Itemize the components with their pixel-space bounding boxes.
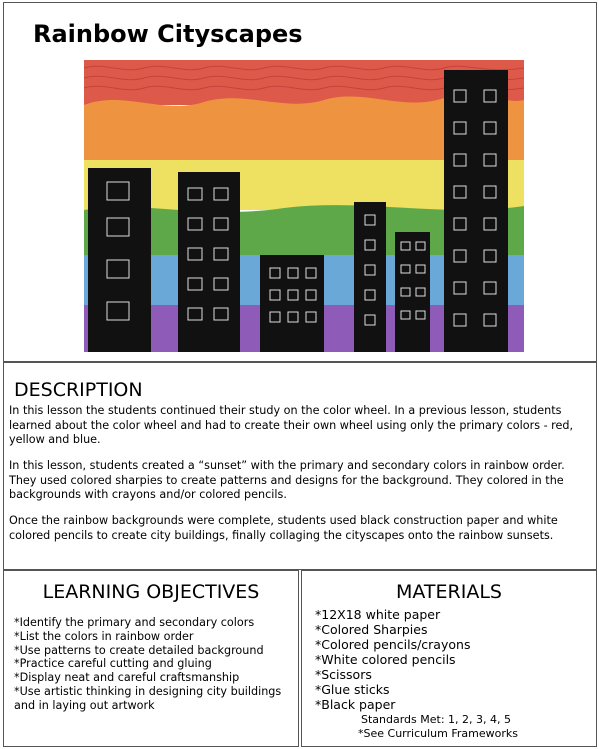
objectives-list — [14, 616, 281, 713]
learning-objectives-panel — [3, 570, 299, 747]
curriculum-frameworks-note: *See Curriculum Frameworks — [358, 727, 518, 740]
learning-objectives-heading: LEARNING OBJECTIVES — [42, 581, 260, 603]
material-item: *Glue sticks — [315, 682, 390, 697]
materials-list — [315, 607, 470, 712]
description-panel — [3, 362, 597, 570]
material-item: *Scissors — [315, 667, 372, 682]
objective-item: *Use patterns to create detailed background — [14, 643, 264, 657]
objective-item: *Use artistic thinking in designing city buildings — [14, 684, 282, 698]
objective-item: *Identify the primary and secondary colors — [14, 616, 255, 629]
page-title: Rainbow Cityscapes — [33, 20, 303, 48]
description-heading: DESCRIPTION — [14, 379, 143, 401]
objective-item: *List the colors in rainbow order — [14, 629, 194, 643]
materials-heading: MATERIALS — [396, 581, 502, 603]
material-item: *Black paper — [315, 697, 396, 712]
material-item: *Colored Sharpies — [315, 622, 428, 637]
description-paragraph-3: Once the rainbow backgrounds were complete, students used black construction paper and white colored pencils to create city buildings, finally collaging the cityscapes onto the rainbow sunsets. — [9, 514, 558, 542]
material-item: *White colored pencils — [315, 652, 456, 667]
building-6 — [444, 70, 508, 352]
standards-met: Standards Met: 1, 2, 3, 4, 5 — [361, 713, 512, 726]
objective-item: *Practice careful cutting and gluing — [14, 657, 212, 671]
objective-item: *Display neat and careful craftsmanship — [14, 671, 240, 685]
objective-item: and in laying out artwork — [14, 698, 155, 712]
materials-panel — [301, 570, 597, 747]
description-paragraph-2: In this lesson, students created a “sunset” with the primary and secondary colors in rainbow order. They used colored sharpies to create patterns and designs for the background. They colored in the backgrounds with crayons and/or colored pencils. — [9, 459, 565, 501]
material-item: *Colored pencils/crayons — [315, 637, 471, 652]
building-2 — [178, 172, 240, 352]
rainbow-cityscape-artwork — [84, 60, 524, 352]
description-paragraph-1: In this lesson the students continued their study on the color wheel. In a previous lesson, students learned about the color wheel and had to create their own wheel using only the primary colors - red, yellow and blue. — [9, 404, 574, 446]
material-item: *12X18 white paper — [315, 607, 441, 622]
